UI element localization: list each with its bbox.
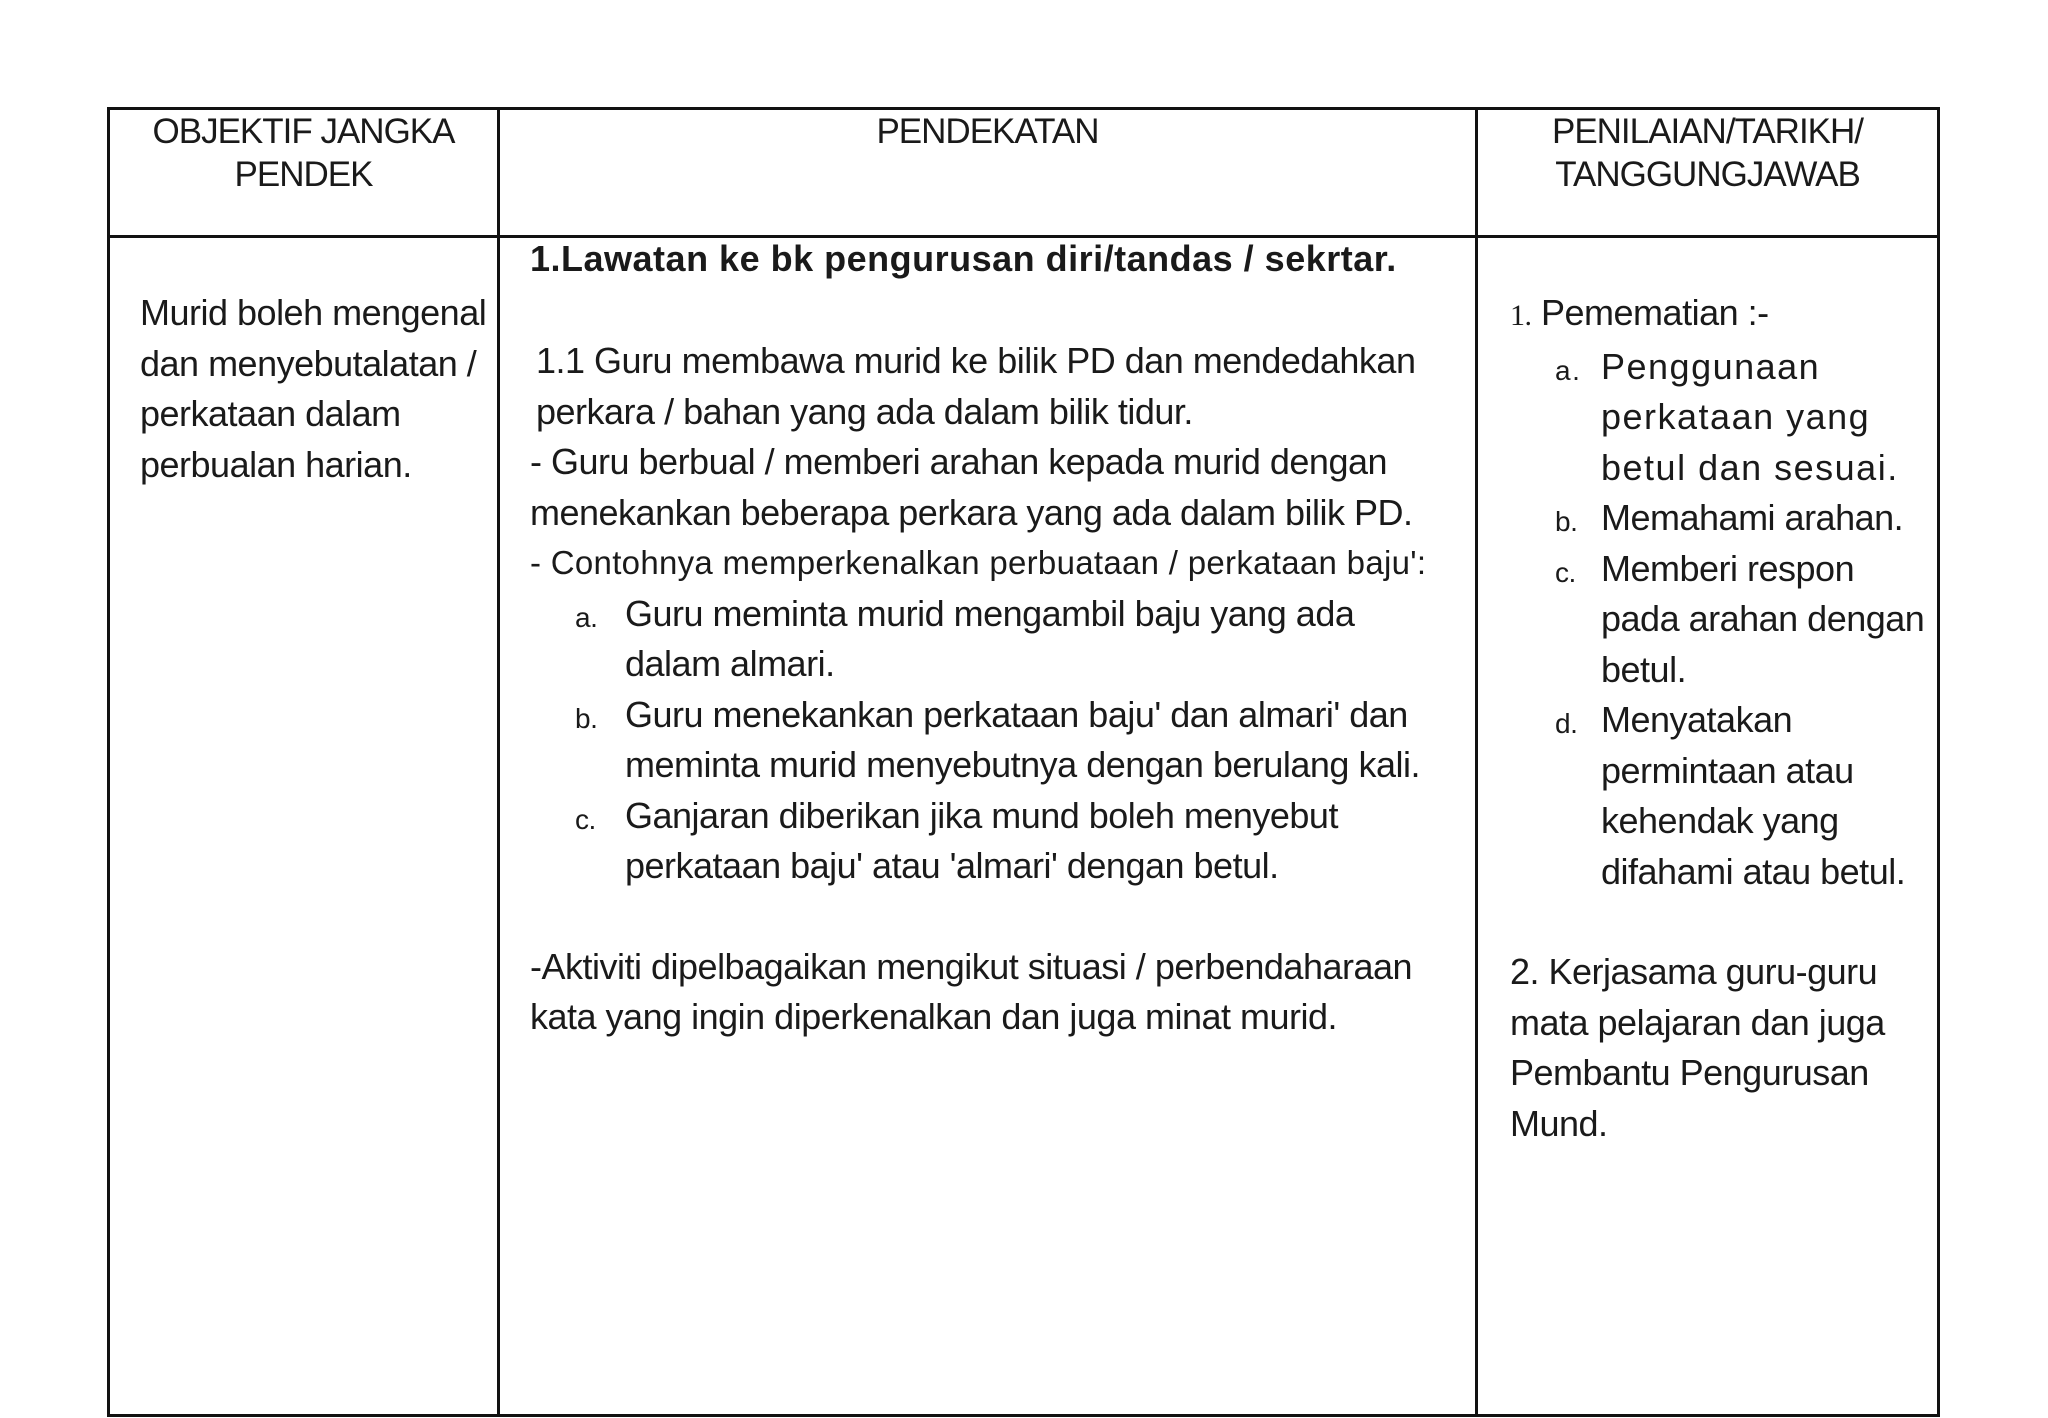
approach-cell — [499, 237, 1477, 1416]
subitem-marker: d. — [1555, 708, 1578, 739]
subitem-text: Memberi respon pada arahan dengan betul. — [1601, 547, 1925, 690]
approach-title: 1.Lawatan ke bk pengurusan diri/tandas / sekrtar. — [530, 238, 1397, 279]
approach-paragraph-4: -Aktiviti dipelbagaikan mengikut situasi / perbendaharaan kata yang ingin diperkenalkan dan juga minat murid. — [530, 945, 1413, 1037]
list-item — [575, 589, 1457, 690]
table-header-row — [109, 109, 1939, 237]
subitem-text: Menyatakan permintaan atau kehendak yang difahami atau betul. — [1601, 699, 1906, 892]
header-objective — [109, 109, 499, 237]
assessment-cell — [1477, 237, 1939, 1416]
header-assessment — [1477, 109, 1939, 237]
approach-paragraph-2: - Guru berbual / memberi arahan kepada murid dengan menekankan beberapa perkara yang ada dalam bilik PD. — [530, 441, 1413, 533]
header-approach-text: PENDEKATAN — [876, 112, 1099, 151]
approach-steps-list — [530, 589, 1457, 892]
step-text: Guru meminta murid mengambil baju yang ada dalam almari. — [625, 592, 1355, 684]
subitem-text: Penggunaan perkataan yang betul dan sesuai. — [1601, 345, 1899, 488]
step-marker: c. — [575, 803, 596, 835]
assessment-item-2: 2. Kerjasama guru-guru mata pelajaran dan juga Pembantu Pengurusan Mund. — [1510, 951, 1885, 1144]
list-item — [1555, 493, 1929, 544]
header-objective-text: OBJEKTIF JANGKA PENDEK — [152, 112, 455, 194]
list-item — [1555, 544, 1929, 696]
subitem-marker: a. — [1555, 354, 1582, 386]
list-item — [1555, 342, 1929, 494]
subitem-marker: b. — [1555, 506, 1578, 537]
objective-text: Murid boleh mengenal dan menyebutalatan / perkataan dalam perbualan harian. — [140, 292, 487, 485]
objective-cell — [109, 237, 499, 1416]
subitem-text: Memahami arahan. — [1601, 497, 1904, 538]
list-item — [575, 690, 1457, 791]
step-text: Guru menekankan perkataan baju' dan almari' dan meminta murid menyebutnya dengan berulang kali. — [625, 693, 1420, 785]
subitem-marker: c. — [1555, 556, 1576, 588]
assessment-item-1-label: Pemematian :- — [1541, 292, 1769, 333]
assessment-item-1-number: 1. — [1510, 299, 1532, 332]
header-approach — [499, 109, 1477, 237]
assessment-subitems-list — [1510, 342, 1929, 898]
list-item — [575, 791, 1457, 892]
header-assessment-text: PENILAIAN/TARIKH/ TANGGUNGJAWAB — [1551, 112, 1864, 194]
table-row — [109, 237, 1939, 1416]
step-text: Ganjaran diberikan jika mund boleh menyebut perkataan baju' atau 'almari' dengan betul. — [625, 794, 1338, 886]
approach-paragraph-1: 1.1 Guru membawa murid ke bilik PD dan mendedahkan perkara / bahan yang ada dalam bilik tidur. — [536, 340, 1416, 432]
step-marker: b. — [575, 702, 598, 734]
approach-paragraph-3: - Contohnya memperkenalkan perbuataan / perkataan baju': — [530, 544, 1427, 581]
lesson-plan-table — [107, 107, 1940, 1417]
list-item — [1555, 695, 1929, 897]
step-marker: a. — [575, 601, 598, 633]
